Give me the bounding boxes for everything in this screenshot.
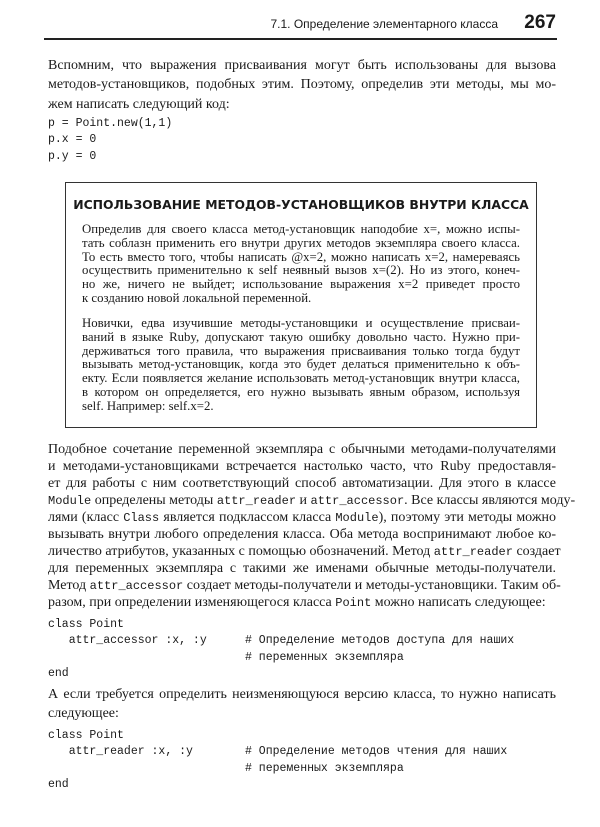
text-line (48, 458, 556, 475)
code-text: attr_reader :x, :y (48, 745, 193, 759)
code-text: class Point (48, 729, 124, 742)
text-run: для переменных экземпляра с такими же именами обычные методы-получатели. (48, 561, 556, 576)
text-run: и методами-установщиками встречается настолько часто, что Ruby предоставля- (48, 459, 556, 474)
code-line (48, 617, 207, 633)
text-run: разом, при определении изменяющегося класса (48, 595, 336, 610)
text-run: жем написать следующий код: (48, 96, 230, 112)
text-line (82, 251, 520, 265)
code-text: end (48, 666, 69, 680)
code-line (48, 149, 172, 165)
inline-code: Module (335, 511, 379, 525)
text-line (48, 526, 556, 543)
text-line (82, 358, 520, 372)
text-run: и (296, 493, 311, 508)
text-line (82, 331, 520, 345)
sidebar-paragraph-2 (82, 317, 520, 414)
text-run: То есть вместо того, чтобы написать @x=2, можно написать x=2, намереваясь (82, 249, 520, 264)
text-run: личество атрибутов, указанных с помощью обозначений. Метод (48, 544, 434, 559)
text-run: создает (512, 544, 561, 559)
code-comment: # Определение методов доступа для наших (245, 634, 515, 648)
inline-code: Class (123, 511, 160, 525)
section-title: 7.1. Определение элементарного класса (270, 17, 498, 31)
paragraph-immutable (48, 685, 556, 724)
inline-code: attr_accessor (89, 579, 184, 593)
text-line (82, 292, 520, 306)
code-line (48, 777, 193, 793)
code-text: p.x = 0 (48, 133, 97, 147)
code-line (48, 132, 172, 148)
text-line (48, 577, 561, 594)
text-line (82, 317, 520, 331)
text-run: Определив для своего класса метод-установщик наподобие x=, можно испы- (82, 222, 520, 236)
text-line (48, 560, 556, 577)
sidebar-paragraph-1 (82, 223, 520, 306)
text-run: екту. Если появляется желание использовать метод-установщик внутри класса, (82, 371, 520, 386)
code-text: end (48, 777, 69, 791)
text-line (48, 704, 556, 723)
sidebar-title: ИСПОЛЬЗОВАНИЕ МЕТОДОВ-УСТАНОВЩИКОВ ВНУТРИ КЛАССА (73, 197, 529, 212)
text-line (48, 56, 556, 75)
text-run: является подклассом класса (159, 510, 336, 525)
code-block-setters (48, 116, 172, 165)
text-run: но же, ничего не выйдет; использование выражения x=2 приведет просто (82, 277, 520, 292)
text-line (48, 492, 576, 509)
text-run: держиваться того правила, что выражения присваивания только тогда будут (82, 343, 520, 358)
text-line (48, 685, 556, 704)
text-line (82, 345, 520, 359)
text-run: осуществить применительно к self неявный вызов x=(2). Но из этого, конеч- (82, 263, 520, 278)
code-line (48, 633, 515, 649)
code-text: attr_accessor :x, :y (48, 634, 207, 648)
text-run: можно написать следующее: (371, 595, 546, 610)
text-run: Новички, едва изучившие методы-установщики и осуществление присваи- (82, 316, 520, 330)
text-run: Вспомним, что выражения присваивания могут быть использованы для вызова (48, 58, 556, 73)
text-run: в котором он определяется, его нужно вызывать явным образом, используя (82, 384, 520, 399)
code-text: class Point (48, 618, 124, 631)
text-run: определены методы (91, 493, 217, 508)
text-run: self. Например: self.x=2. (82, 398, 214, 413)
text-line (48, 95, 556, 114)
text-line (48, 509, 556, 526)
text-line (48, 475, 556, 492)
text-run: к созданию новой локальной переменной. (82, 290, 312, 305)
inline-code: attr_reader (216, 494, 297, 508)
text-run: тать соблазн применить его внутри других методов экземпляра своего класса. (82, 235, 520, 250)
text-line (82, 278, 520, 292)
inline-code: Module (48, 494, 92, 508)
inline-code: attr_reader (433, 545, 513, 559)
sidebar-note (65, 182, 537, 428)
text-run: ет для работы с ним соответствующий способ автоматизации. Для этого в классе (48, 476, 556, 491)
text-run: Метод (48, 578, 90, 593)
code-block-accessor (48, 617, 515, 682)
text-line (48, 75, 556, 94)
code-line (48, 744, 508, 760)
text-line (48, 441, 556, 458)
text-run: следующее: (48, 706, 119, 722)
text-run: вызывать внутри любого определения класса. Оба метода воспринимают любое ко- (48, 527, 556, 542)
text-run: методов-установщиков, подобных этим. Поэтому, определив эти методы, мы мо- (48, 77, 556, 93)
code-text: p = Point.new(1,1) (48, 117, 173, 130)
text-run: лями (класс (48, 510, 124, 525)
code-line (48, 650, 404, 666)
text-run: ваний в языке Ruby, допускают такую ошибку довольно часто. Нужно при- (82, 329, 520, 344)
text-line (82, 372, 520, 386)
header-rule (44, 38, 557, 40)
text-line (82, 386, 520, 400)
paragraph-intro (48, 56, 556, 114)
code-line (48, 728, 193, 744)
text-run: создает методы-получатели и методы-установщики. Таким об- (183, 578, 561, 593)
paragraph-attr-methods (48, 441, 576, 611)
text-run: . Все классы являются моду- (404, 493, 576, 508)
text-run: Подобное сочетание переменной экземпляра с обычными методами-получателями (48, 442, 556, 457)
text-line (82, 223, 520, 237)
code-line (48, 761, 404, 777)
code-text: p.y = 0 (48, 149, 97, 163)
text-line (82, 237, 520, 251)
inline-code: attr_accessor (310, 494, 405, 508)
code-line (48, 116, 172, 132)
text-line (82, 400, 520, 414)
text-line (82, 264, 520, 278)
text-run: А если требуется определить неизменяющуюся версию класса, то нужно написать (48, 687, 556, 702)
text-line (48, 543, 561, 560)
code-comment: # переменных экземпляра (245, 650, 404, 664)
code-comment: # переменных экземпляра (245, 761, 404, 775)
page-number: 267 (524, 12, 556, 33)
text-line (48, 594, 556, 611)
text-run: ), поэтому эти методы можно (378, 510, 557, 525)
inline-code: Point (335, 596, 372, 610)
code-comment: # Определение методов чтения для наших (245, 745, 508, 759)
code-block-reader (48, 728, 508, 793)
text-run: вызывать метод-установщик, когда это будет делаться применительно к объ- (82, 357, 520, 372)
code-line (48, 666, 207, 682)
